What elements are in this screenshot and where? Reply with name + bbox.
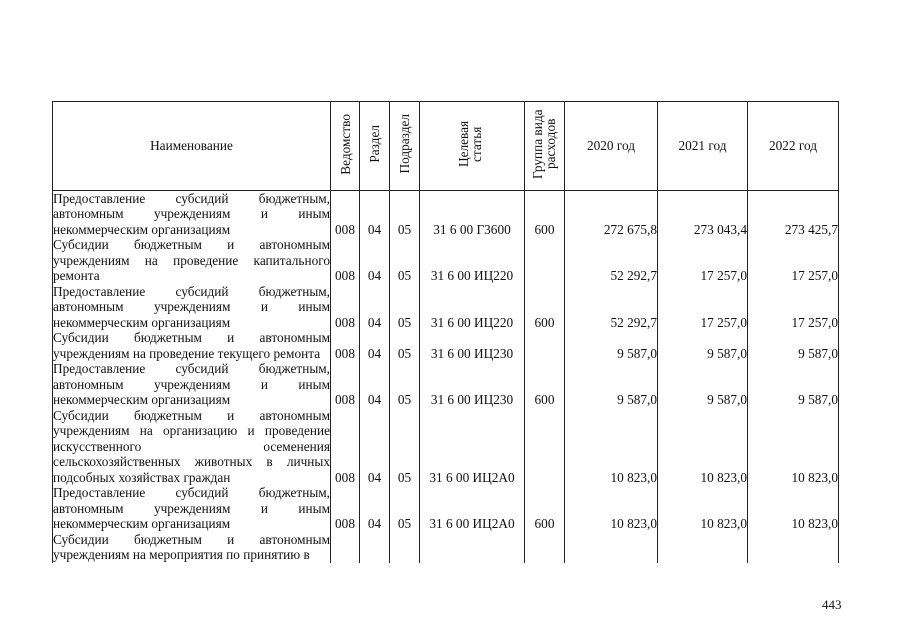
cell-name: Субсидии бюджетным и автономным учреждениям на организацию и проведение искусственного осеменения сельскохозяйственных животных в личных подсобных хозяйствах граждан	[53, 407, 330, 485]
cell-gruppa: 600	[525, 361, 565, 408]
cell-celevaya: 31 6 00 ИЦ230	[420, 330, 525, 361]
header-razdel: Раздел	[360, 102, 390, 191]
table-row	[53, 284, 839, 331]
cell-celevaya: 31 6 00 ИЦ2А0	[420, 408, 525, 486]
cell-celevaya: 31 6 00 ИЦ230	[420, 361, 525, 408]
cell-y2020: 52 292,7	[565, 284, 658, 331]
cell-razdel: 04	[360, 361, 390, 408]
page-number: 443	[822, 597, 842, 612]
cell-razdel: 04	[360, 190, 390, 237]
cell-podrazdel: 05	[390, 361, 420, 408]
table-row	[53, 485, 839, 532]
cell-ved: 008	[331, 190, 360, 237]
cell-y2020: 10 823,0	[565, 485, 658, 532]
cell-name: Предоставление субсидий бюджетным, автономным учреждениям и иным некоммерческим организациям	[53, 485, 330, 531]
cell-y2022: 273 425,7	[748, 190, 839, 237]
cell-y2020: 52 292,7	[565, 237, 658, 284]
header-name: Наименование	[53, 102, 331, 191]
cell-y2020: 10 823,0	[565, 408, 658, 486]
header-vedomstvo: Ведомство	[331, 102, 360, 191]
cell-gruppa: 600	[525, 190, 565, 237]
cell-y2022: 17 257,0	[748, 284, 839, 331]
table-row	[53, 190, 839, 237]
header-podrazdel: Подраздел	[390, 102, 420, 191]
cell-celevaya: 31 6 00 Г3600	[420, 190, 525, 237]
cell-y2021: 17 257,0	[658, 284, 748, 331]
cell-y2021: 10 823,0	[658, 408, 748, 486]
cell-y2021	[658, 532, 748, 563]
table-row	[53, 330, 839, 361]
cell-ved: 008	[331, 284, 360, 331]
cell-razdel: 04	[360, 330, 390, 361]
header-2021: 2021 год	[658, 102, 748, 191]
cell-y2022	[748, 532, 839, 563]
cell-podrazdel: 05	[390, 485, 420, 532]
cell-gruppa: 600	[525, 284, 565, 331]
table-row	[53, 408, 839, 486]
cell-gruppa	[525, 532, 565, 563]
cell-gruppa	[525, 237, 565, 284]
cell-ved: 008	[331, 361, 360, 408]
cell-podrazdel: 05	[390, 237, 420, 284]
cell-name: Предоставление субсидий бюджетным, автономным учреждениям и иным некоммерческим организациям	[53, 190, 330, 237]
cell-y2021: 273 043,4	[658, 190, 748, 237]
table-row	[53, 532, 839, 563]
cell-razdel: 04	[360, 237, 390, 284]
cell-ved: 008	[331, 485, 360, 532]
table-header-row	[53, 102, 839, 191]
cell-celevaya: 31 6 00 ИЦ220	[420, 284, 525, 331]
cell-y2022: 9 587,0	[748, 330, 839, 361]
header-celevaya: Целевая статья	[420, 102, 525, 191]
cell-celevaya	[420, 532, 525, 563]
cell-y2021: 9 587,0	[658, 361, 748, 408]
cell-y2020: 9 587,0	[565, 361, 658, 408]
cell-y2022: 10 823,0	[748, 408, 839, 486]
cell-name: Субсидии бюджетным и автономным учреждениям на проведение капитального ремонта	[53, 237, 330, 283]
cell-name: Субсидии бюджетным и автономным учреждениям на мероприятия по принятию в	[53, 531, 330, 562]
cell-podrazdel: 05	[390, 330, 420, 361]
cell-podrazdel: 05	[390, 408, 420, 486]
cell-ved: 008	[331, 408, 360, 486]
cell-name: Субсидии бюджетным и автономным учреждениям на проведение текущего ремонта	[53, 330, 330, 361]
cell-y2022: 9 587,0	[748, 361, 839, 408]
cell-gruppa	[525, 408, 565, 486]
header-2020: 2020 год	[565, 102, 658, 191]
header-2022: 2022 год	[748, 102, 839, 191]
cell-y2021: 9 587,0	[658, 330, 748, 361]
cell-ved	[331, 532, 360, 563]
cell-name: Предоставление субсидий бюджетным, автономным учреждениям и иным некоммерческим организациям	[53, 283, 330, 330]
cell-podrazdel: 05	[390, 190, 420, 237]
cell-podrazdel	[390, 532, 420, 563]
cell-name: Предоставление субсидий бюджетным, автономным учреждениям и иным некоммерческим организациям	[53, 361, 330, 407]
cell-y2020: 272 675,8	[565, 190, 658, 237]
budget-table	[52, 101, 839, 563]
table-row	[53, 237, 839, 284]
cell-y2020: 9 587,0	[565, 330, 658, 361]
header-gruppa: Группа вида расходов	[525, 102, 565, 191]
table-row	[53, 361, 839, 408]
cell-y2020	[565, 532, 658, 563]
cell-gruppa	[525, 330, 565, 361]
cell-y2022: 17 257,0	[748, 237, 839, 284]
cell-razdel	[360, 532, 390, 563]
cell-y2022: 10 823,0	[748, 485, 839, 532]
cell-y2021: 10 823,0	[658, 485, 748, 532]
cell-razdel: 04	[360, 485, 390, 532]
cell-ved: 008	[331, 237, 360, 284]
cell-gruppa: 600	[525, 485, 565, 532]
cell-ved: 008	[331, 330, 360, 361]
cell-razdel: 04	[360, 408, 390, 486]
cell-podrazdel: 05	[390, 284, 420, 331]
cell-celevaya: 31 6 00 ИЦ220	[420, 237, 525, 284]
cell-celevaya: 31 6 00 ИЦ2А0	[420, 485, 525, 532]
cell-y2021: 17 257,0	[658, 237, 748, 284]
cell-razdel: 04	[360, 284, 390, 331]
